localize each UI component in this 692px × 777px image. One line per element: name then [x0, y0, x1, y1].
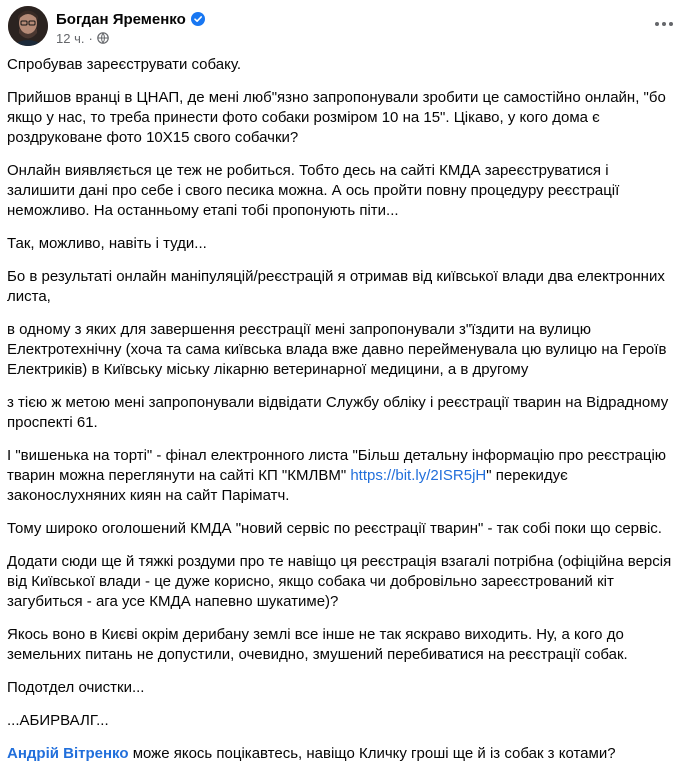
more-horizontal-icon [654, 21, 674, 27]
short-link[interactable]: https://bit.ly/2ISR5jH [350, 467, 487, 484]
post-paragraph: ...АБИРВАЛГ... [7, 712, 109, 729]
paragraph-text: " перекидує законослухняних киян на сайт Паріматч. [7, 467, 568, 504]
post-paragraph: Прийшов вранці в ЦНАП, де мені люб"язно запропонували зробити це самостійно онлайн, "бо якщо у нас, то треба принести фото собаки розміром 10 на 15". Цікаво, у кого дома є роздруковане фото 10Х15 свого собачки? [7, 89, 666, 146]
meta-separator: · [88, 30, 93, 46]
paragraph-text: І "вишенька на торті" - фінал електронного листа "Більш детальну інформацію про реєстрацію тварин можна переглянути на сайті КП "КМЛВМ" [7, 447, 667, 484]
post-paragraph: Якось воно в Києві окрім дерибану землі все інше не так яскраво виходить. Ну, а кого до земельних питань не допустили, очевидно, змушений перебиватися на реєстрації собак. [7, 626, 628, 663]
avatar-image [8, 6, 48, 46]
globe-icon[interactable] [97, 32, 109, 44]
paragraph-text: може якось поцікавтесь, навіщо Кличку гроші ще й із собак з котами? [128, 745, 616, 762]
post-paragraph: Онлайн виявляється це теж не робиться. Тобто десь на сайті КМДА зареєструватися і залишити дані про себе і свого песика можна. А ось пройти повну процедуру реєстрації неможливо. На останньому етапі тобі пропонують піти... [7, 162, 620, 219]
post-header [0, 0, 692, 52]
post-paragraph: Тому широко оголошений КМДА "новий сервіс по реєстрації тварин" - так собі поки що сервіс. [7, 520, 662, 537]
author-name[interactable]: Богдан Яременко [56, 10, 186, 28]
post-meta [56, 30, 109, 46]
post-text [7, 55, 675, 777]
verified-badge-icon [191, 12, 205, 26]
post-paragraph: Спробував зареєструвати собаку. [7, 56, 242, 73]
post-timestamp[interactable]: 12 ч. [56, 30, 85, 46]
post-paragraph-with-mention [7, 744, 675, 764]
post-paragraph: Так, можливо, навіть і туди... [7, 235, 207, 252]
post-paragraph: в одному з яких для завершення реєстрації мені запропонували з"їздити на вулицю Електротехнічну (хоча та сама київська влада вже давно перейменувала цю вулицю на Героїв Електриків) в Київську міську лікарню ветеринарної медицини, а в другому [7, 321, 667, 378]
post-paragraph: Бо в результаті онлайн маніпуляцій/реєстрацій я отримав від київської влади два електронних листа, [7, 268, 665, 305]
author-avatar[interactable] [8, 6, 48, 46]
post-paragraph-with-link [7, 446, 675, 506]
post-paragraph: з тією ж метою мені запропонували відвідати Службу обліку і реєстрації тварин на Відрадному проспекті 61. [7, 394, 669, 431]
post-paragraph: Подотдел очистки... [7, 679, 145, 696]
more-options-button[interactable] [648, 10, 680, 38]
user-mention[interactable]: Андрій Вітренко [7, 745, 129, 762]
post-paragraph: Додати сюди ще й тяжкі роздуми про те навіщо ця реєстрація взагалі потрібна (офіційна версія від Київської влади - це дуже корисно, якщо собака чи добровільно зареєстрований кіт загубиться - ага усе КМДА напевно шукатиме)? [7, 553, 672, 610]
author-row [56, 9, 205, 29]
